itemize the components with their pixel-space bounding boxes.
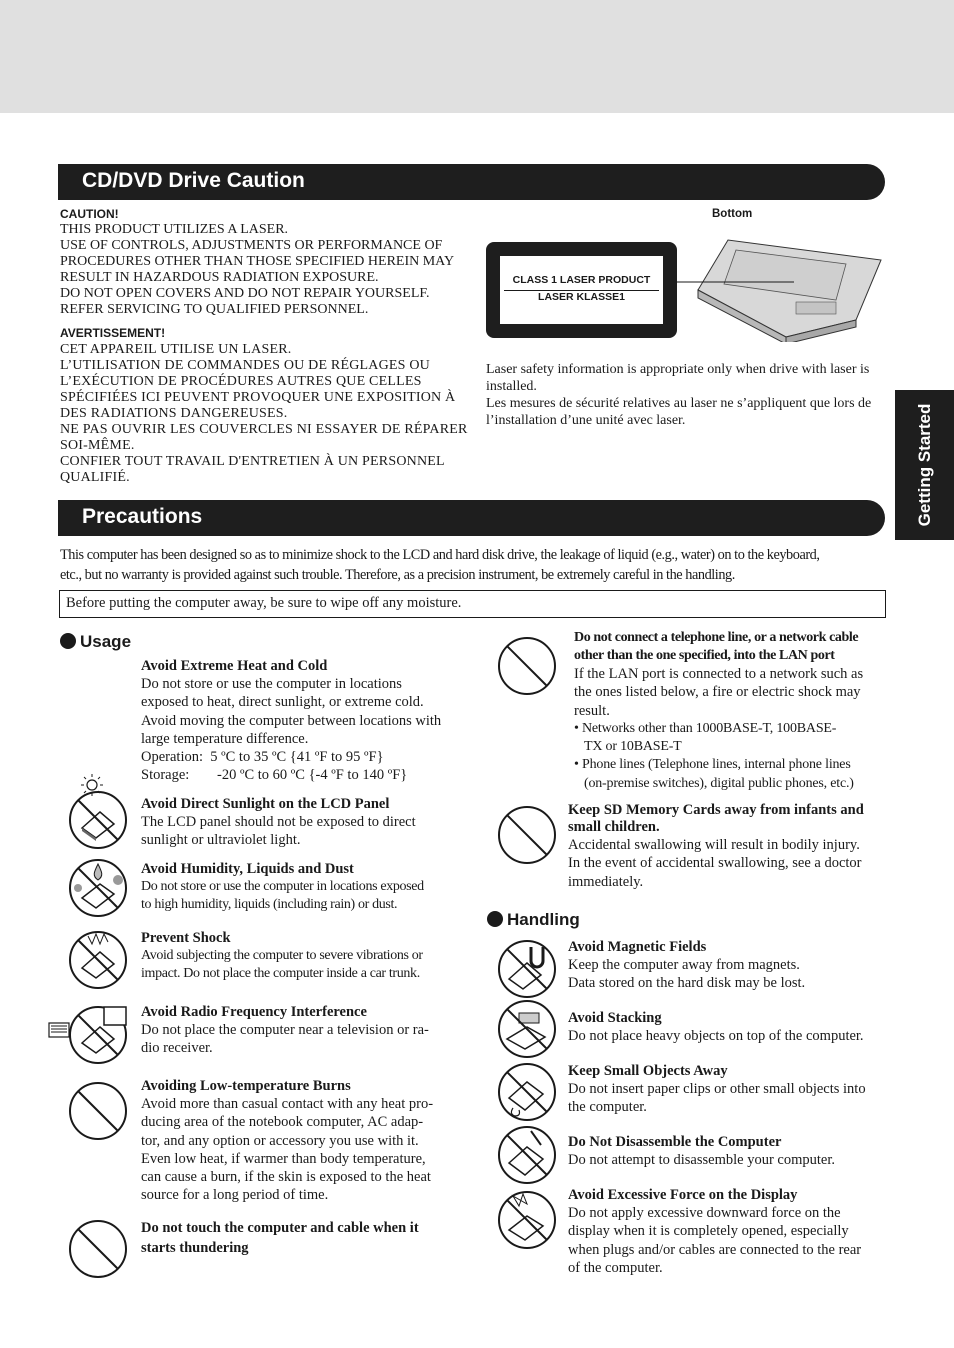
text-line: large temperature difference. xyxy=(141,730,309,747)
prohibited-icon xyxy=(497,636,557,696)
side-tab-getting-started[interactable] xyxy=(895,390,954,540)
no-small-objects-icon xyxy=(497,1062,557,1122)
text-line: USE OF CONTROLS, ADJUSTMENTS OR PERFORMANCE OF xyxy=(60,238,443,253)
storage-label: Storage: xyxy=(141,767,190,784)
item-body xyxy=(574,665,886,720)
operation-label: Operation: xyxy=(141,749,204,766)
item-lan xyxy=(574,629,886,793)
text-line: Les mesures de sécurité relatives au laser ne s’appliquent que lors de xyxy=(486,396,872,411)
text-line: Do not store or use the computer in locations exposed xyxy=(141,879,424,894)
storage-row xyxy=(141,766,459,784)
section-header-cd-dvd xyxy=(58,164,885,200)
text-line: l’installation d’une unité avec laser. xyxy=(486,413,686,428)
text-line: starts thundering xyxy=(141,1240,249,1256)
bullet-line: • Networks other than 1000BASE-T, 100BASE- xyxy=(574,720,837,736)
text-line: Keep SD Memory Cards away from infants and xyxy=(568,802,864,818)
text-line: Do not touch the computer and cable when it xyxy=(141,1220,419,1236)
bullet-line: TX or 10BASE-T xyxy=(584,739,682,755)
text-line: when plugs and/or cables are connected to the rear xyxy=(568,1241,862,1258)
moisture-note: Before putting the computer away, be sure to wipe off any moisture. xyxy=(66,595,462,611)
handling-heading xyxy=(487,910,580,930)
item-heading xyxy=(574,629,886,665)
text-line: Data stored on the hard disk may be lost. xyxy=(568,975,806,992)
page-header-band xyxy=(0,0,954,113)
text-line: If the LAN port is connected to a network such as xyxy=(574,666,864,682)
caution-label: CAUTION! xyxy=(60,207,119,221)
bottom-label: Bottom xyxy=(712,208,753,220)
section-title: CD/DVD Drive Caution xyxy=(82,169,305,192)
no-shock-icon xyxy=(68,930,128,990)
item-heading: Keep Small Objects Away xyxy=(568,1063,728,1079)
item-heading: Do Not Disassemble the Computer xyxy=(568,1134,782,1150)
sun-icon xyxy=(80,773,104,797)
item-heading: Avoid Extreme Heat and Cold xyxy=(141,658,328,674)
text-line: sunlight or ultraviolet light. xyxy=(141,832,301,849)
item-heading: Avoid Stacking xyxy=(568,1010,662,1026)
handling-title: Handling xyxy=(507,910,580,929)
item-heading: Prevent Shock xyxy=(141,930,231,946)
text-line: Do not place the computer near a television or ra- xyxy=(141,1022,429,1038)
operation-row xyxy=(141,748,459,766)
item-body xyxy=(141,675,459,748)
text-line: Do not apply excessive downward force on the xyxy=(568,1205,841,1221)
item-thunder xyxy=(141,1218,459,1258)
item-body xyxy=(568,1080,886,1117)
text-line: Accidental swallowing will result in bodily injury. xyxy=(568,837,860,853)
text-line: immediately. xyxy=(568,873,644,890)
item-body xyxy=(568,956,886,993)
text-line: can cause a burn, if the skin is exposed to the heat xyxy=(141,1169,431,1186)
prohibited-icon xyxy=(68,1081,128,1141)
text-line: L’EXÉCUTION DE PROCÉDURES AUTRES QUE CELLES xyxy=(60,374,422,389)
text-line: Do not insert paper clips or other small objects into xyxy=(568,1081,866,1097)
laser-product-label xyxy=(486,242,677,338)
item-bullets xyxy=(574,720,886,793)
bullet-icon xyxy=(60,633,76,649)
text-line: PROCEDURES OTHER THAN THOSE SPECIFIED HEREIN MAY xyxy=(60,254,455,269)
no-disassemble-icon xyxy=(497,1125,557,1185)
text-line: the computer. xyxy=(568,1099,647,1116)
prohibited-icon xyxy=(68,1219,128,1279)
item-heat xyxy=(141,658,459,785)
no-radio-interference-icon xyxy=(68,1005,128,1065)
text-line: Even low heat, if warmer than body temperature, xyxy=(141,1150,426,1167)
item-shock xyxy=(141,930,459,984)
text-line: result. xyxy=(574,702,610,719)
text-line: RESULT IN HAZARDOUS RADIATION EXPOSURE. xyxy=(60,270,379,285)
text-line: Do not store or use the computer in locations xyxy=(141,676,402,692)
no-sunlight-icon xyxy=(68,790,128,850)
text-line: display when it is completely opened, especially xyxy=(568,1223,849,1240)
item-heading: Avoid Magnetic Fields xyxy=(568,939,707,955)
radio-icon xyxy=(48,1020,70,1040)
item-humidity xyxy=(141,861,459,915)
item-heading: Avoid Direct Sunlight on the LCD Panel xyxy=(141,796,390,812)
prohibited-icon xyxy=(497,805,557,865)
item-body xyxy=(568,1151,886,1169)
text-line: the ones listed below, a fire or electric shock may xyxy=(574,684,861,701)
no-excessive-force-icon xyxy=(497,1190,557,1250)
text-line: installed. xyxy=(486,379,537,394)
moisture-note-box xyxy=(59,590,886,618)
text-line: other than the one specified, into the LAN port xyxy=(574,648,835,663)
text-line: REFER SERVICING TO QUALIFIED PERSONNEL. xyxy=(60,302,369,317)
item-heading: Avoid Excessive Force on the Display xyxy=(568,1187,798,1203)
text-line: DES RADIATIONS DANGEREUSES. xyxy=(60,406,288,421)
item-heading xyxy=(141,1218,459,1258)
bullet-icon xyxy=(487,911,503,927)
text-line: to high humidity, liquids (including rain) or dust. xyxy=(141,897,398,913)
item-body xyxy=(141,1021,459,1058)
text-line: Do not attempt to disassemble your computer. xyxy=(568,1152,835,1168)
laser-note xyxy=(486,361,885,429)
text-line: L’UTILISATION DE COMMANDES OU DE RÉGLAGES OU xyxy=(60,358,430,373)
text-line: impact. Do not place the computer inside a car trunk. xyxy=(141,966,420,982)
storage-value: -20 ºC to 60 ºC {-4 ºF to 140 ºF} xyxy=(217,767,408,784)
item-stack xyxy=(568,1010,886,1045)
text-line: small children. xyxy=(568,819,660,835)
text-line: ducing area of the notebook computer, AC adap- xyxy=(141,1114,424,1131)
item-burn xyxy=(141,1078,459,1205)
text-line: In the event of accidental swallowing, see a doctor xyxy=(568,855,862,872)
text-line: Keep the computer away from magnets. xyxy=(568,957,800,973)
text-line: of the computer. xyxy=(568,1259,663,1276)
usage-title: Usage xyxy=(80,632,132,651)
avertissement-label: AVERTISSEMENT! xyxy=(60,326,166,340)
item-sd xyxy=(568,802,886,891)
text-line: THIS PRODUCT UTILIZES A LASER. xyxy=(60,222,289,237)
section-header-precautions xyxy=(58,500,885,536)
caution-text xyxy=(60,222,459,318)
item-heading: Avoiding Low-temperature Burns xyxy=(141,1078,351,1094)
text-line: DO NOT OPEN COVERS AND DO NOT REPAIR YOURSELF. xyxy=(60,286,430,301)
no-humidity-icon xyxy=(68,858,128,918)
item-body xyxy=(141,1095,459,1205)
text-line: SOI-MÊME. xyxy=(60,438,135,453)
intro-line: etc., but no warranty is provided against such trouble. Therefore, as a precision instrument, be extremely careful in the handling. xyxy=(60,567,735,583)
item-sunlight xyxy=(141,796,459,850)
item-body xyxy=(568,836,886,891)
text-line: Avoid moving the computer between locations with xyxy=(141,712,442,729)
text-line: source for a long period of time. xyxy=(141,1187,329,1204)
text-line: Do not place heavy objects on top of the computer. xyxy=(568,1028,864,1044)
text-line: CET APPAREIL UTILISE UN LASER. xyxy=(60,342,292,357)
text-line: SPÉCIFIÉES ICI PEUVENT PROVOQUER UNE EXPOSITION À xyxy=(60,390,456,405)
item-force xyxy=(568,1187,886,1277)
bullet-line: (on-premise switches), digital public phones, etc.) xyxy=(584,775,854,791)
item-body xyxy=(141,813,459,850)
laser-label-line-2: LASER KLASSE1 xyxy=(538,291,625,303)
intro-line: This computer has been designed so as to minimize shock to the LCD and hard disk drive, the leakage of liquid (e.g., water) on to the keyboard, xyxy=(60,547,820,563)
laser-label-line-1: CLASS 1 LASER PRODUCT xyxy=(512,274,651,286)
text-line: Laser safety information is appropriate only when drive with laser is xyxy=(486,362,870,377)
item-body xyxy=(568,1204,886,1277)
text-line: Do not connect a telephone line, or a network cable xyxy=(574,630,859,645)
usage-heading xyxy=(60,632,131,652)
item-body xyxy=(568,1027,886,1045)
no-stacking-icon xyxy=(497,999,557,1059)
text-line: QUALIFIÉ. xyxy=(60,470,130,485)
text-line: NE PAS OUVRIR LES COUVERCLES NI ESSAYER DE RÉPARER xyxy=(60,422,468,437)
item-disassemble xyxy=(568,1134,886,1169)
item-small-objects xyxy=(568,1063,886,1117)
text-line: CONFIER TOUT TRAVAIL D'ENTRETIEN À UN PERSONNEL xyxy=(60,454,445,469)
text-line: Avoid more than casual contact with any heat pro- xyxy=(141,1096,434,1112)
text-line: tor, and any option or accessory you use with it. xyxy=(141,1132,419,1149)
side-tab-label: Getting Started xyxy=(914,403,934,527)
item-heading: Avoid Radio Frequency Interference xyxy=(141,1004,367,1020)
avertissement-text xyxy=(60,342,468,486)
text-line: The LCD panel should not be exposed to direct xyxy=(141,814,416,830)
text-line: exposed to heat, direct sunlight, or extreme cold. xyxy=(141,694,424,711)
section-title: Precautions xyxy=(82,505,203,528)
item-magnet xyxy=(568,939,886,993)
item-body xyxy=(141,878,459,915)
notebook-bottom-illustration xyxy=(676,232,886,342)
item-heading xyxy=(568,802,886,836)
item-body xyxy=(141,947,459,984)
item-radio xyxy=(141,1004,459,1058)
bullet-line: • Phone lines (Telephone lines, internal phone lines xyxy=(574,757,851,773)
precautions-intro xyxy=(60,545,886,585)
text-line: Avoid subjecting the computer to severe vibrations or xyxy=(141,948,423,963)
no-magnet-icon xyxy=(497,939,557,999)
operation-value: 5 ºC to 35 ºC {41 ºF to 95 ºF} xyxy=(210,749,384,766)
item-heading: Avoid Humidity, Liquids and Dust xyxy=(141,861,354,877)
text-line: dio receiver. xyxy=(141,1040,213,1057)
